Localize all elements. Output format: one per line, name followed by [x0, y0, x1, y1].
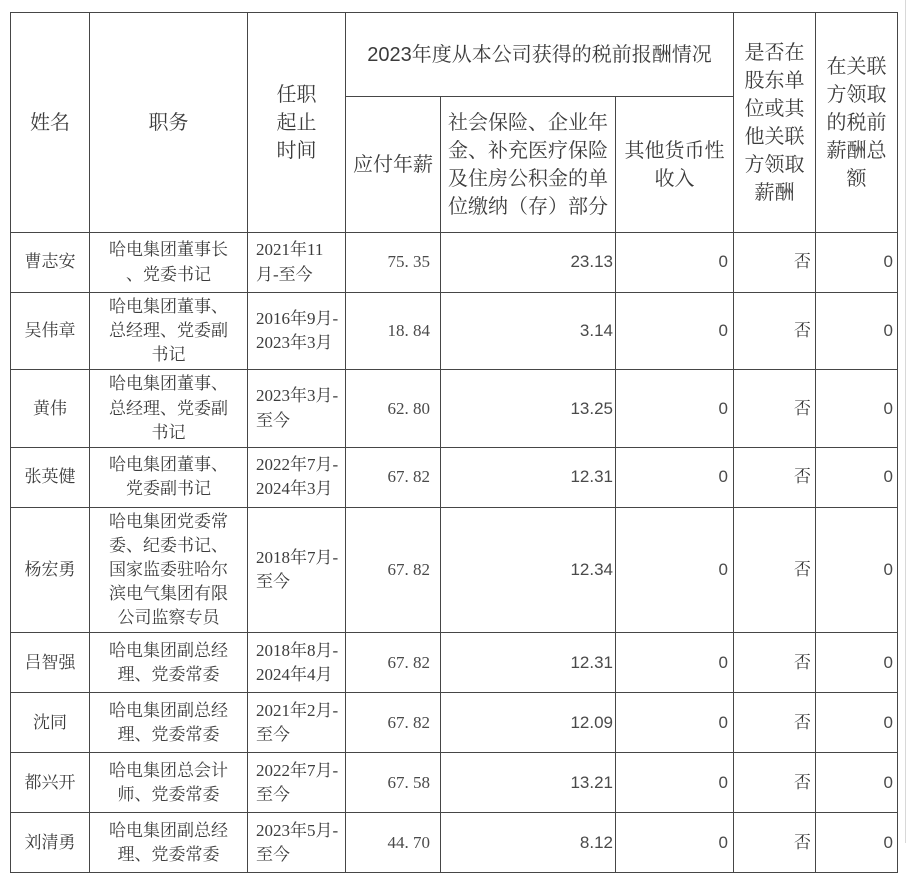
- cell-name: 曹志安: [11, 233, 90, 293]
- cell-name: 吴伟章: [11, 293, 90, 370]
- header-related-party-pay: 是否在股东单位或其他关联方领取薪酬: [734, 13, 816, 233]
- cell-other-income: 0: [616, 693, 734, 753]
- cell-position: 哈电集团副总经理、党委常委: [90, 633, 248, 693]
- cell-other-income: 0: [616, 447, 734, 507]
- cell-annual-salary: 62. 80: [346, 370, 441, 447]
- cell-other-income: 0: [616, 507, 734, 633]
- cell-other-income: 0: [616, 370, 734, 447]
- cell-annual-salary: 67. 58: [346, 753, 441, 813]
- cell-name: 刘清勇: [11, 813, 90, 873]
- cell-tenure: 2022年7月-至今: [248, 753, 346, 813]
- table-row: [11, 447, 898, 507]
- cell-other-income: 0: [616, 813, 734, 873]
- cell-annual-salary: 67. 82: [346, 447, 441, 507]
- cell-position: 哈电集团党委常委、纪委书记、国家监委驻哈尔滨电气集团有限公司监察专员: [90, 507, 248, 633]
- cell-related-party-total: 0: [816, 633, 898, 693]
- cell-name: 都兴开: [11, 753, 90, 813]
- cell-position: 哈电集团董事、党委副书记: [90, 447, 248, 507]
- cell-position: 哈电集团总会计师、党委常委: [90, 753, 248, 813]
- cell-other-income: 0: [616, 753, 734, 813]
- header-compensation-group: 2023年度从本公司获得的税前报酬情况: [346, 13, 734, 97]
- cell-related-party-total: 0: [816, 507, 898, 633]
- cell-insurance: 12.09: [441, 693, 616, 753]
- cell-position: 哈电集团董事、总经理、党委副书记: [90, 370, 248, 447]
- cell-related-party-total: 0: [816, 370, 898, 447]
- cell-tenure: 2016年9月-2023年3月: [248, 293, 346, 370]
- cell-related-party-pay: 否: [734, 633, 816, 693]
- table-header: [11, 13, 898, 233]
- cell-related-party-pay: 否: [734, 447, 816, 507]
- cell-related-party-pay: 否: [734, 233, 816, 293]
- cell-tenure: 2018年8月-2024年4月: [248, 633, 346, 693]
- cell-insurance: 13.21: [441, 753, 616, 813]
- cell-related-party-total: 0: [816, 813, 898, 873]
- cell-related-party-pay: 否: [734, 753, 816, 813]
- cell-position: 哈电集团副总经理、党委常委: [90, 813, 248, 873]
- cell-tenure: 2022年7月-2024年3月: [248, 447, 346, 507]
- header-tenure: 任职起止时间: [248, 13, 346, 233]
- cell-related-party-pay: 否: [734, 693, 816, 753]
- cell-tenure: 2021年11月-至今: [248, 233, 346, 293]
- cell-name: 黄伟: [11, 370, 90, 447]
- header-position: 职务: [90, 13, 248, 233]
- cell-insurance: 3.14: [441, 293, 616, 370]
- table-row: [11, 507, 898, 633]
- cell-insurance: 12.31: [441, 447, 616, 507]
- cell-position: 哈电集团董事、总经理、党委副书记: [90, 293, 248, 370]
- table-row: [11, 693, 898, 753]
- cell-insurance: 8.12: [441, 813, 616, 873]
- table-row: [11, 293, 898, 370]
- cell-position: 哈电集团副总经理、党委常委: [90, 693, 248, 753]
- header-related-party-total: 在关联方领取的税前薪酬总额: [816, 13, 898, 233]
- cell-name: 沈同: [11, 693, 90, 753]
- cell-name: 吕智强: [11, 633, 90, 693]
- cell-name: 张英健: [11, 447, 90, 507]
- cell-annual-salary: 75. 35: [346, 233, 441, 293]
- cell-related-party-total: 0: [816, 753, 898, 813]
- compensation-table: [10, 12, 898, 873]
- cell-related-party-total: 0: [816, 293, 898, 370]
- cell-tenure: 2023年3月-至今: [248, 370, 346, 447]
- cell-related-party-total: 0: [816, 233, 898, 293]
- cell-related-party-pay: 否: [734, 813, 816, 873]
- header-insurance: 社会保险、企业年金、补充医疗保险及住房公积金的单位缴纳（存）部分: [441, 97, 616, 233]
- cell-other-income: 0: [616, 233, 734, 293]
- header-other-income: 其他货币性收入: [616, 97, 734, 233]
- table-body: [11, 233, 898, 873]
- table-row: [11, 233, 898, 293]
- cell-related-party-pay: 否: [734, 507, 816, 633]
- cell-annual-salary: 67. 82: [346, 633, 441, 693]
- header-name: 姓名: [11, 13, 90, 233]
- cell-annual-salary: 18. 84: [346, 293, 441, 370]
- cell-insurance: 13.25: [441, 370, 616, 447]
- table-row: [11, 633, 898, 693]
- cell-annual-salary: 44. 70: [346, 813, 441, 873]
- cell-tenure: 2018年7月-至今: [248, 507, 346, 633]
- cell-insurance: 12.31: [441, 633, 616, 693]
- cell-tenure: 2021年2月-至今: [248, 693, 346, 753]
- table-row: [11, 753, 898, 813]
- cell-insurance: 12.34: [441, 507, 616, 633]
- cell-position: 哈电集团董事长、党委书记: [90, 233, 248, 293]
- cell-related-party-total: 0: [816, 693, 898, 753]
- cell-annual-salary: 67. 82: [346, 507, 441, 633]
- cell-name: 杨宏勇: [11, 507, 90, 633]
- cell-other-income: 0: [616, 633, 734, 693]
- cell-related-party-pay: 否: [734, 370, 816, 447]
- cell-related-party-pay: 否: [734, 293, 816, 370]
- cell-related-party-total: 0: [816, 447, 898, 507]
- cell-other-income: 0: [616, 293, 734, 370]
- cell-annual-salary: 67. 82: [346, 693, 441, 753]
- cell-insurance: 23.13: [441, 233, 616, 293]
- table-row: [11, 370, 898, 447]
- cell-tenure: 2023年5月-至今: [248, 813, 346, 873]
- header-annual-salary: 应付年薪: [346, 97, 441, 233]
